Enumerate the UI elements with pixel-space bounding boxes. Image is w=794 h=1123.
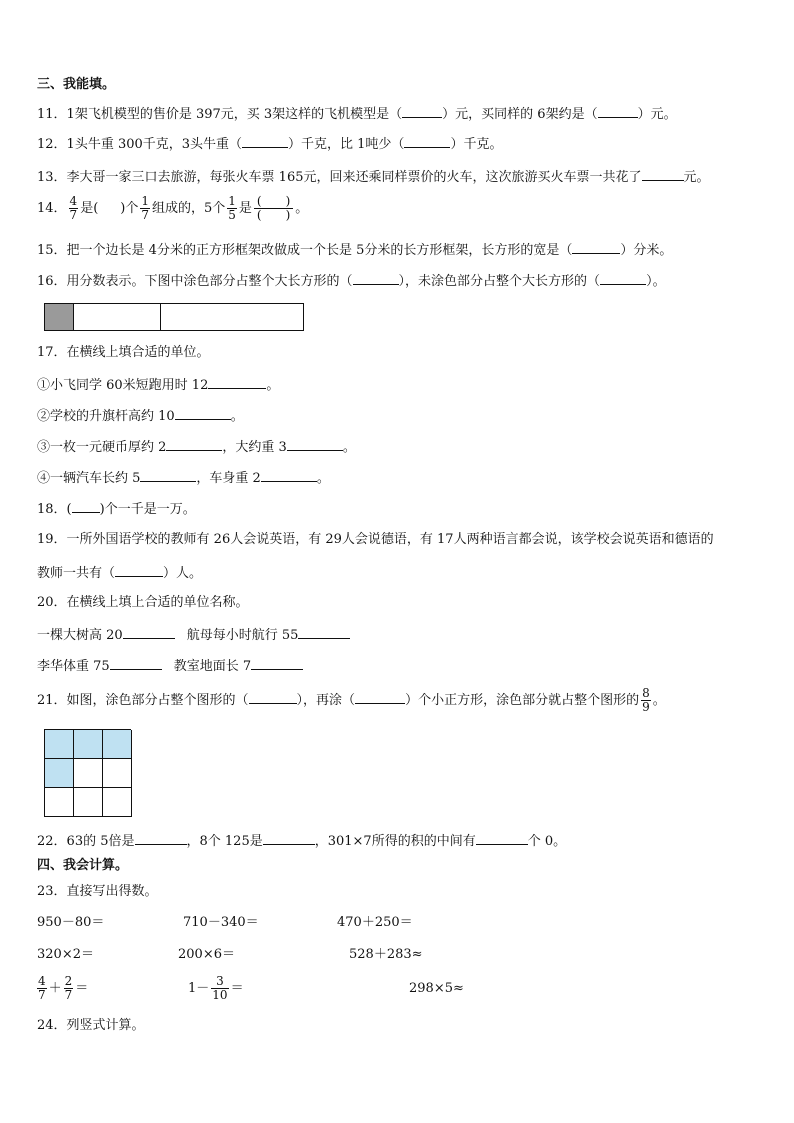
- question-17-c: ③一枚一元硬币厚约 2 ，大约重 3 。: [37, 437, 356, 457]
- q16-text-3: ）。: [646, 274, 666, 289]
- q12-text-1: 12．1头牛重 300千克，3头牛重（: [37, 137, 243, 152]
- q21-blank-2[interactable]: [355, 690, 405, 704]
- q14-text-4: 组成的，5个: [151, 201, 226, 216]
- question-24-title: 24．列竖式计算。: [37, 1018, 145, 1033]
- grid-cell-shaded: [45, 759, 74, 788]
- question-20-row-1: 一棵大树高 20 航母每小时航行 55: [37, 625, 350, 645]
- q11-blank-2[interactable]: [598, 104, 638, 118]
- q11-text-2: ）元，买同样的 6架约是（: [442, 107, 598, 122]
- q17-blank-c2[interactable]: [287, 437, 343, 451]
- q15-blank-1[interactable]: [572, 240, 620, 254]
- q20-blank-c[interactable]: [110, 656, 162, 670]
- calc-item: 950－80＝: [37, 915, 105, 930]
- calc-item-fraction-sub: 1－ $\frac{3}{10}$ ＝: [188, 974, 244, 1002]
- q16-shaded-part: [45, 304, 74, 330]
- grid-cell: [74, 788, 103, 817]
- q16-blank-2[interactable]: [600, 271, 646, 285]
- calc-item: 528＋283≈: [349, 947, 423, 962]
- q14-text-3: )个: [120, 201, 139, 216]
- q21-fraction: $\frac{8}{9}$: [642, 686, 650, 714]
- question-23-title: 23．直接写出得数。: [37, 884, 158, 899]
- question-19-line-2: 教师一共有（ ）人。: [37, 563, 202, 583]
- grid-cell-shaded: [103, 730, 132, 759]
- calc-item: 710－340＝: [183, 915, 259, 930]
- q15-text-1: 15．把一个边长是 4分米的正方形框架改做成一个长是 5分米的长方形框架，长方形的宽是（: [37, 243, 573, 258]
- grid-cell-shaded: [74, 730, 103, 759]
- q14-text-2: 是(: [80, 201, 99, 216]
- q18-blank[interactable]: [72, 499, 100, 513]
- q20-blank-d[interactable]: [251, 656, 303, 670]
- q22-blank-3[interactable]: [476, 831, 528, 845]
- q13-text-2: 元。: [683, 170, 710, 185]
- question-21: 21．如图，涂色部分占整个图形的（ ），再涂（ ）个小正方形，涂色部分就占整个图形的 $\frac{8}{9}$ 。: [37, 686, 666, 714]
- question-20-title: 20．在横线上填上合适的单位名称。: [37, 595, 249, 610]
- calc-item-fraction-add: $\frac{4}{7}$ ＋ $\frac{2}{7}$ ＝: [38, 974, 89, 1002]
- q11-text-1: 11．1架飞机模型的售价是 397元，买 3架这样的飞机模型是（: [37, 107, 403, 122]
- question-16: [37, 271, 666, 291]
- q14-text-5: 是: [238, 201, 252, 216]
- q12-blank-1[interactable]: [242, 134, 288, 148]
- q12-blank-2[interactable]: [404, 134, 450, 148]
- question-18: 18．( )个一千是一万。: [37, 499, 196, 519]
- question-20-row-2: 李华体重 75 教室地面长 7: [37, 656, 303, 676]
- q22-blank-1[interactable]: [135, 831, 187, 845]
- q16-rectangle-figure: [44, 303, 304, 331]
- q16-blank-1[interactable]: [353, 271, 399, 285]
- q15-text-2: ）分米。: [620, 243, 673, 258]
- calc-item: 200×6＝: [178, 947, 235, 962]
- q14-text-6: 。: [295, 201, 309, 216]
- q17-blank-d1[interactable]: [140, 468, 196, 482]
- calc-item: 298×5≈: [409, 981, 464, 996]
- q14-fraction-a: $\frac{4}{7}$: [69, 194, 78, 222]
- question-22: 22．63的 5倍是 ，8个 125是 ，301×7所得的积的中间有 个 0。: [37, 831, 566, 851]
- q21-blank-1[interactable]: [249, 690, 297, 704]
- q16-divider: [160, 304, 161, 330]
- q17-blank-d2[interactable]: [261, 468, 317, 482]
- question-14: [37, 192, 308, 226]
- question-17-a: ①小飞同学 60米短跑用时 12 。: [37, 375, 279, 395]
- question-11: [37, 104, 677, 124]
- grid-cell-shaded: [45, 730, 74, 759]
- grid-cell: [103, 788, 132, 817]
- q17-blank-b[interactable]: [175, 406, 231, 420]
- q22-blank-2[interactable]: [263, 831, 315, 845]
- question-17-title: 17．在横线上填合适的单位。: [37, 345, 210, 360]
- question-12: [37, 134, 502, 154]
- q14-text-1: 14．: [37, 201, 67, 216]
- q14-fraction-answer[interactable]: $\frac{( )}{( )}$: [254, 195, 293, 222]
- q20-blank-b[interactable]: [298, 625, 350, 639]
- calc-item: 320×2＝: [37, 947, 94, 962]
- calc-item: 470＋250＝: [337, 915, 413, 930]
- q17-blank-a[interactable]: [208, 375, 266, 389]
- grid-cell: [74, 759, 103, 788]
- question-17-d: ④一辆汽车长约 5 ，车身重 2 。: [37, 468, 330, 488]
- q19-blank[interactable]: [115, 563, 163, 577]
- q13-text-1: 13．李大哥一家三口去旅游，每张火车票 165元，回来还乘同样票价的火车，这次旅游买火车票一共花了: [37, 170, 642, 185]
- section-title-4: 四、我会计算。: [37, 858, 129, 873]
- q11-text-3: ）元。: [637, 107, 677, 122]
- q13-blank-1[interactable]: [642, 167, 684, 181]
- q16-text-1: 16．用分数表示。下图中涂色部分占整个大长方形的（: [37, 274, 353, 289]
- q11-blank-1[interactable]: [402, 104, 442, 118]
- q17-blank-c1[interactable]: [166, 437, 222, 451]
- q14-fraction-c: $\frac{1}{5}$: [228, 194, 236, 222]
- question-13: [37, 167, 710, 187]
- question-19-line-1: 19．一所外国语学校的教师有 26人会说英语，有 29人会说德语，有 17人两种语言都会说，该学校会说英语和德语的: [37, 532, 714, 547]
- question-15: [37, 240, 672, 260]
- grid-cell: [103, 759, 132, 788]
- q16-text-2: ），未涂色部分占整个大长方形的（: [398, 274, 601, 289]
- question-17-b: ②学校的升旗杆高约 10 。: [37, 406, 244, 426]
- section-title-3: 三、我能填。: [37, 77, 116, 92]
- q21-grid-figure: [44, 729, 131, 817]
- grid-cell: [45, 788, 74, 817]
- q14-fraction-b: $\frac{1}{7}$: [141, 194, 149, 222]
- q12-text-3: ）千克。: [450, 137, 503, 152]
- q12-text-2: ）千克，比 1吨少（: [288, 137, 405, 152]
- q20-blank-a[interactable]: [123, 625, 175, 639]
